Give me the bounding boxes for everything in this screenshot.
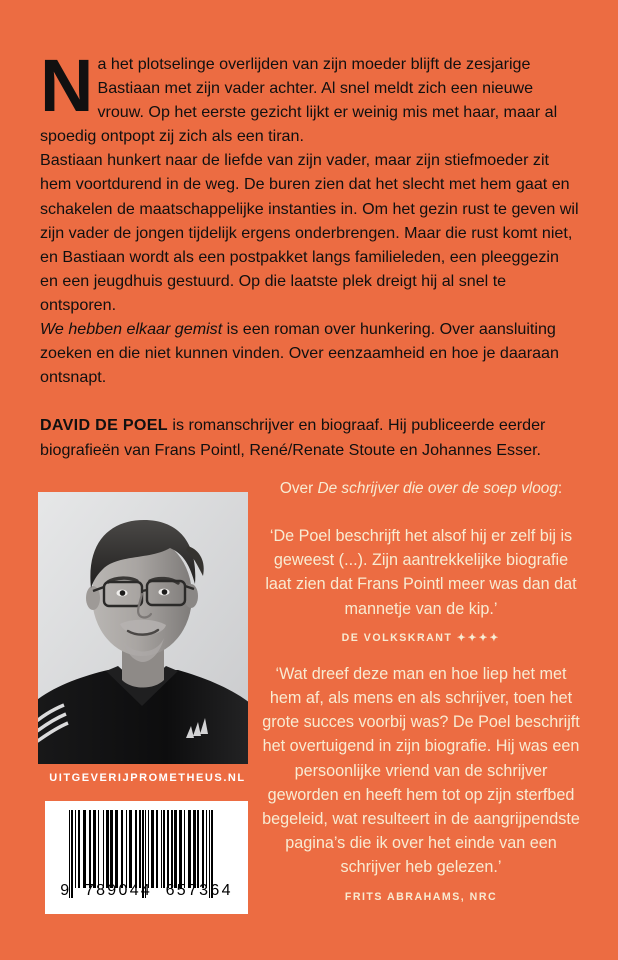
barcode-number: 9 789044 657364 bbox=[60, 882, 233, 899]
author-bio bbox=[40, 413, 580, 461]
blurb-paragraph-3-rest: is een roman over hunkering. Over aansluiting zoeken en die niet kunnen vinden. Over eenzaamheid en hoe je daaraan ontsnapt. bbox=[40, 320, 559, 387]
review-source-1 bbox=[262, 632, 580, 644]
author-name: DAVID DE POEL bbox=[40, 416, 168, 435]
quotes-heading-prefix: Over bbox=[279, 480, 318, 497]
star-rating-icon: ✦✦✦✦ bbox=[456, 631, 501, 644]
review-quotes-column bbox=[262, 478, 580, 921]
author-photo bbox=[38, 492, 248, 764]
barcode-bars bbox=[69, 810, 225, 888]
publisher-website: UITGEVERIJPROMETHEUS.NL bbox=[49, 772, 246, 784]
blurb-paragraph-1: a het plotselinge overlijden van zijn moeder blijft de zesjarige Bastiaan met zijn vader achter. Al snel meldt zich een nieuwe vrouw. Op het eerste gezicht lijkt er weinig mis met haar, maar al spoedig ontpopt zij zich als een tiran. bbox=[40, 55, 558, 146]
quotes-heading bbox=[262, 478, 580, 499]
review-source-2: FRITS ABRAHAMS, NRC bbox=[344, 890, 498, 903]
author-portrait-illustration bbox=[38, 492, 248, 764]
author-bio-text: is romanschrijver en biograaf. Hij publiceerde eerder biografieën van Frans Pointl, René/Renate Stoute en Johannes Esser. bbox=[40, 416, 546, 459]
book-title-italic: We hebben elkaar gemist bbox=[40, 320, 223, 339]
paragraph-spacer bbox=[40, 389, 580, 413]
drop-cap: N bbox=[40, 44, 92, 127]
blurb-paragraph-3 bbox=[40, 317, 580, 389]
blurb-paragraph-2: Bastiaan hunkert naar de liefde van zijn vader, maar zijn stiefmoeder zit hem voortdurend in de weg. De buren zien dat het slecht met hem gaat en schakelen de maatschappelijke instanties in. Om het gezin rust te geven wil zijn vader de jongen tijdelijk ergens onderbrengen. Maar die rust komt niet, en Bastiaan wordt als een postpakket langs familieleden, een pleeggezin en een jeugdhuis gestuurd. Op die laatste plek dreigt hij al snel te ontsporen. bbox=[40, 151, 579, 314]
review-quote-2: ‘Wat dreef deze man en hoe liep het met hem af, als mens en als schrijver, toen het grote succes voorbij was? De Poel beschrijft het overtuigend in zijn biografie. Hij was een persoonlijke vriend van de schrijver geworden en heeft hem tot op zijn sterfbed begeleid, wat resulteert in de aangrijpendste pagina’s die ik over het einde van een schrijver heb gelezen.’ bbox=[262, 664, 580, 877]
review-source-1-name: DE VOLKSKRANT bbox=[341, 631, 453, 644]
quotes-heading-suffix: : bbox=[557, 480, 563, 497]
book-blurb bbox=[40, 44, 580, 462]
isbn-barcode bbox=[45, 801, 248, 914]
previous-book-title: De schrijver die over de soep vloog bbox=[317, 480, 558, 497]
review-quote-1: ‘De Poel beschrijft het alsof hij er zelf bij is geweest (...). Zijn aantrekkelijke biografie laat zien dat Frans Pointl meer was dan dat mannetje van de kip.’ bbox=[265, 527, 577, 618]
